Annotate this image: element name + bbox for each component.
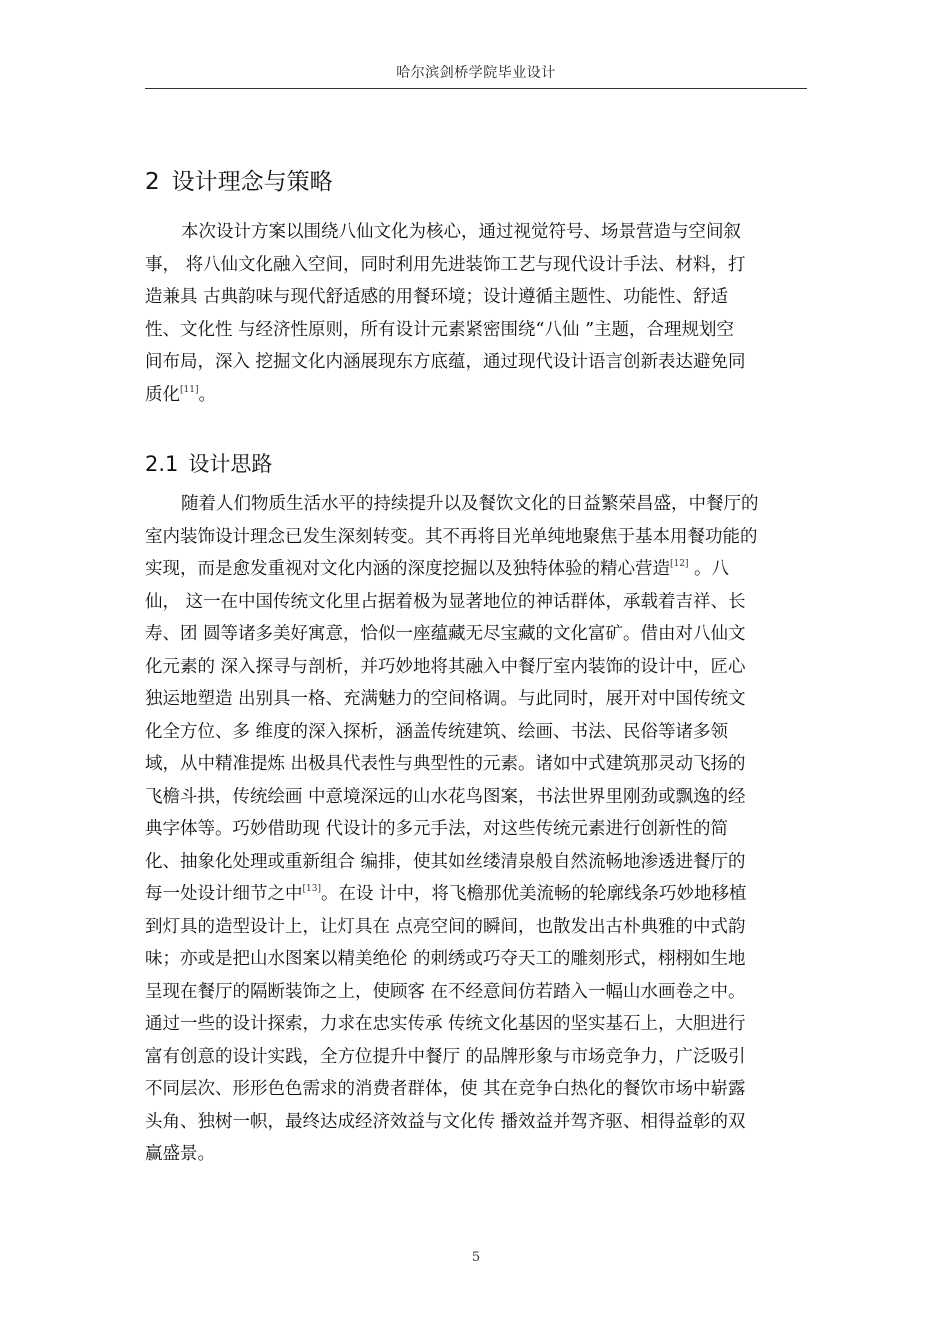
body-paragraph (145, 488, 807, 1171)
section-number: 2 (145, 169, 160, 195)
text-fragment: 。八 (688, 559, 730, 579)
text-line: 不同层次、形形色色需求的消费者群体，使 其在竞争白热化的餐饮市场中崭露 (145, 1079, 746, 1099)
subsection-heading (145, 448, 272, 478)
subsection-title-text: 设计思路 (188, 452, 273, 476)
text-line: 飞檐斗拱，传统绘画 中意境深远的山水花鸟图案，书法世界里刚劲或飘逸的经 (145, 786, 746, 807)
text-line: 室内装饰设计理念已发生深刻转变。其不再将目光单纯地聚焦于基本用餐功能的 (145, 526, 758, 547)
text-line: 富有创意的设计实践，全方位提升中餐厅 的品牌形象与市场竞争力，广泛吸引 (145, 1046, 746, 1067)
text-line: 事， 将八仙文化融入空间，同时利用先进装饰工艺与现代设计手法、材料，打 (145, 254, 746, 275)
text-line: 性、文化性 与经济性原则，所有设计元素紧密围绕“八仙 ”主题，合理规划空 (145, 319, 735, 340)
header-divider (145, 88, 807, 89)
text-line: 赢盛景。 (145, 1144, 215, 1164)
text-fragment: 实现，而是愈发重视对文化内涵的深度挖掘以及独特体验的精心营造 (145, 559, 670, 579)
text-line: 本次设计方案以围绕八仙文化为核心，通过视觉符号、场景营造与空间叙 (181, 222, 741, 242)
page-number: 5 (471, 1250, 481, 1265)
intro-paragraph (145, 216, 807, 411)
text-line: 化全方位、多 维度的深入探析，涵盖传统建筑、绘画、书法、民俗等诸多领 (145, 721, 729, 742)
text-line: 通过一些的设计探索，力求在忠实传承 传统文化基因的坚实基石上，大胆进行 (145, 1014, 746, 1034)
text-fragment: 每一处设计细节之中 (145, 884, 303, 904)
citation-marker: [12] (670, 559, 689, 569)
text-line: 呈现在餐厅的隔断装饰之上，使顾客 在不经意间仿若踏入一幅山水画卷之中。 (145, 981, 746, 1002)
text-line: 典字体等。巧妙借助现 代设计的多元手法，对这些传统元素进行创新性的简 (145, 819, 729, 839)
citation-marker: [13] (302, 884, 321, 894)
text-line: 间布局，深入 挖掘文化内涵展现东方底蕴，通过现代设计语言创新表达避免同 (145, 352, 746, 372)
text-line: 造兼具 古典韵味与现代舒适感的用餐环境；设计遵循主题性、功能性、舒适 (145, 287, 729, 307)
text-line: 随着人们物质生活水平的持续提升以及餐饮文化的日益繁荣昌盛，中餐厅的 (181, 494, 759, 514)
text-line (145, 379, 807, 412)
section-heading (145, 163, 333, 196)
text-fragment: 。在设 计中，将飞檐那优美流畅的轮廓线条巧妙地移植 (320, 884, 747, 904)
text-line: 化元素的 深入探寻与剖析，并巧妙地将其融入中餐厅室内装饰的设计中，匠心 (145, 656, 746, 677)
text-line: 味；亦或是把山水图案以精美绝伦 的刺绣或巧夺天工的雕刻形式，栩栩如生地 (145, 949, 746, 969)
text-fragment: 质化 (145, 384, 180, 405)
running-header: 哈尔滨剑桥学院毕业设计 (396, 65, 556, 81)
text-line (145, 878, 807, 911)
citation-marker: [11] (180, 384, 199, 395)
text-line: 头角、独树一帜，最终达成经济效益与文化传 播效益并驾齐驱、相得益彰的双 (145, 1111, 746, 1132)
text-line: 仙， 这一在中国传统文化里占据着极为显著地位的神话群体，承载着吉祥、长 (145, 591, 746, 612)
text-line (145, 553, 807, 586)
text-line: 化、抽象化处理或重新组合 编排，使其如丝缕清泉般自然流畅地渗透进餐厅的 (145, 851, 746, 872)
text-line: 独运地塑造 出别具一格、充满魅力的空间格调。与此同时，展开对中国传统文 (145, 689, 746, 709)
subsection-number: 2.1 (145, 452, 179, 476)
text-fragment: 。 (198, 384, 216, 405)
text-line: 到灯具的造型设计上，让灯具在 点亮空间的瞬间，也散发出古朴典雅的中式韵 (145, 916, 746, 937)
text-line: 寿、团 圆等诸多美好寓意，恰似一座蕴藏无尽宝藏的文化富矿。借由对八仙文 (145, 624, 746, 644)
section-title-text: 设计理念与策略 (171, 169, 333, 195)
text-line: 域，从中精准提炼 出极具代表性与典型性的元素。诸如中式建筑那灵动飞扬的 (145, 754, 746, 774)
